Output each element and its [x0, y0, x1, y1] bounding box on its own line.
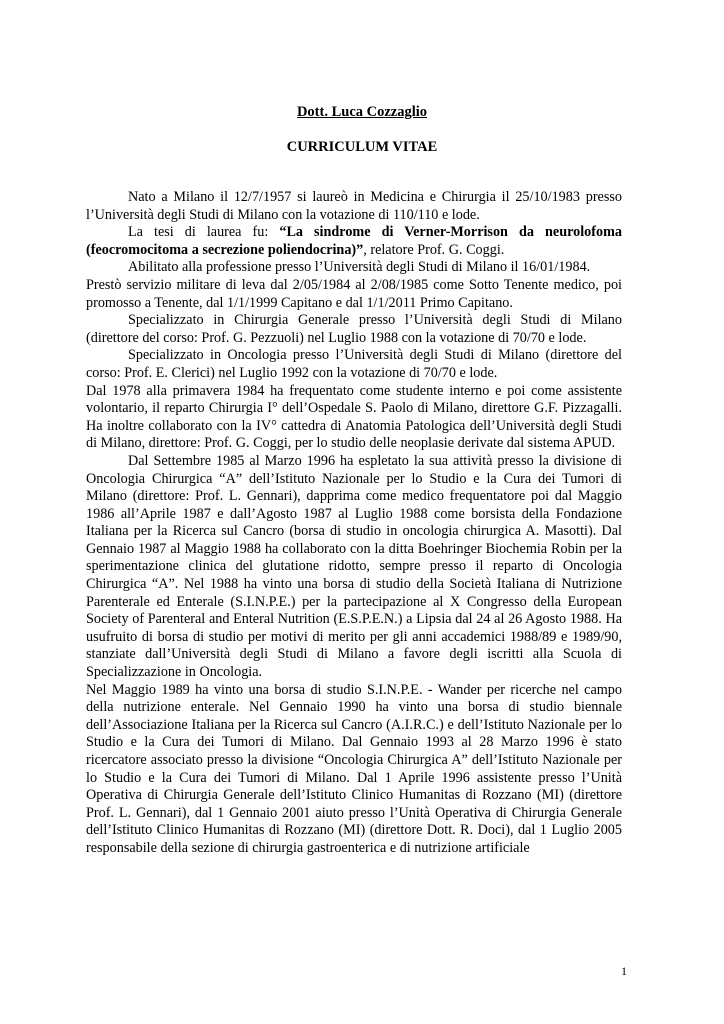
paragraph-specialization-oncology: Specializzato in Oncologia presso l’Università degli Studi di Milano (direttore del corso: Prof. E. Clerici) nel Luglio 1992 con la votazione di 70/70 e lode. [86, 347, 622, 381]
paragraph-early-experience: Dal 1978 alla primavera 1984 ha frequentato come studente interno e poi come assistente volontario, il reparto Chirurgia I° dell’Ospedale S. Paolo di Milano, direttore G.F. Pizzagalli. Ha inoltre collaborato con la IV° cattedra di Anatomia Patologica dell’Università degli Studi di Milano, direttore: Prof. G. Coggi, per lo studio delle neoplasie derivate dal sistema APUD. [86, 382, 622, 452]
thesis-intro: La tesi di laurea fu: [128, 224, 280, 241]
document-body [86, 189, 622, 858]
paragraph-military: Prestò servizio militare di leva dal 2/05/1984 al 2/08/1985 come Sotto Tenente medico, poi promosso a Tenente, dal 1/1/1999 Capitano e dal 1/1/2011 Primo Capitano. [86, 276, 622, 311]
thesis-advisor: , relatore Prof. G. Coggi. [363, 241, 505, 258]
paragraph-oncology-career: Dal Settembre 1985 al Marzo 1996 ha espletato la sua attività presso la divisione di Oncologia Chirurgica “A” dell’Istituto Nazionale per lo Studio e la Cura dei Tumori di Milano (direttore: Prof. L. Gennari), dapprima come medico frequentatore poi dal Maggio 1986 all’Aprile 1987 e dall’Agosto 1987 al Luglio 1988 come borsista della Fondazione Italiana per la Ricerca sul Cancro (borsa di studio in oncologia chirurgica A. Masotti). Dal Gennaio 1987 al Maggio 1988 ha collaborato con la ditta Boehringer Biochemia Robin per la sperimentazione clinica del glutatione ridotto, sempre presso il reparto di Oncologia Chirurgica “A”. Nel 1988 ha vinto una borsa di studio della Società Italiana di Nutrizione Parenterale ed Enterale (S.I.N.P.E.) per la partecipazione al X Congresso della European Society of Parenteral and Enteral Nutrition (E.S.P.E.N.) a Lipsia dal 24 al 26 Agosto 1988. Ha usufruito di borsa di studio per motivi di merito per gli anni accademici 1988/89 e 1989/90, stanziate dall’Università degli Studi di Milano a favore degli iscritti alla Scuola di Specializzazione in Oncologia. [86, 452, 622, 681]
thesis-title: “La sindrome di Verner-Morrison da neurolofoma (feocromocitoma a secrezione poliendocrina)” [86, 224, 622, 258]
paragraph-grants-positions: Nel Maggio 1989 ha vinto una borsa di studio S.I.N.P.E. - Wander per ricerche nel campo della nutrizione enterale. Nel Gennaio 1990 ha vinto una borsa di studio biennale dell’Associazione Italiana per la Ricerca sul Cancro (A.I.R.C.) e dell’Istituto Nazionale per lo Studio e la Cura dei Tumori di Milano. Dal Gennaio 1993 al 28 Marzo 1996 è stato ricercatore associato presso la divisione “Oncologia Chirurgica A” dell’Istituto Nazionale per lo Studio e la Cura dei Tumori di Milano. Dal 1 Aprile 1996 assistente presso l’Unità Operativa di Chirurgia Generale dell’Istituto Clinico Humanitas di Rozzano (MI) (direttore Prof. L. Gennari), dal 1 Gennaio 2001 aiuto presso l’Unità Operativa di Chirurgia Generale dell’Istituto Clinico Humanitas di Rozzano (MI) (direttore Dott. R. Doci), dal 1 Luglio 2005 responsabile della sezione di chirurgia gastroenterica e di nutrizione artificiale [86, 681, 622, 856]
paragraph-license: Abilitato alla professione presso l’Università degli Studi di Milano il 16/01/1984. [128, 259, 591, 276]
paragraph-birth-degree: Nato a Milano il 12/7/1957 si laureò in Medicina e Chirurgia il 25/10/1983 presso l’Università degli Studi di Milano con la votazione di 110/110 e lode. [86, 189, 622, 223]
page-number: 1 [621, 964, 627, 978]
paragraph-thesis [86, 224, 622, 259]
author-name: Dott. Luca Cozzaglio [296, 104, 428, 120]
paragraph-specialization-surgery: Specializzato in Chirurgia Generale presso l’Università degli Studi di Milano (direttore del corso: Prof. G. Pezzuoli) nel Luglio 1988 con la votazione di 70/70 e lode. [86, 312, 622, 346]
document-title: CURRICULUM VITAE [286, 139, 438, 155]
